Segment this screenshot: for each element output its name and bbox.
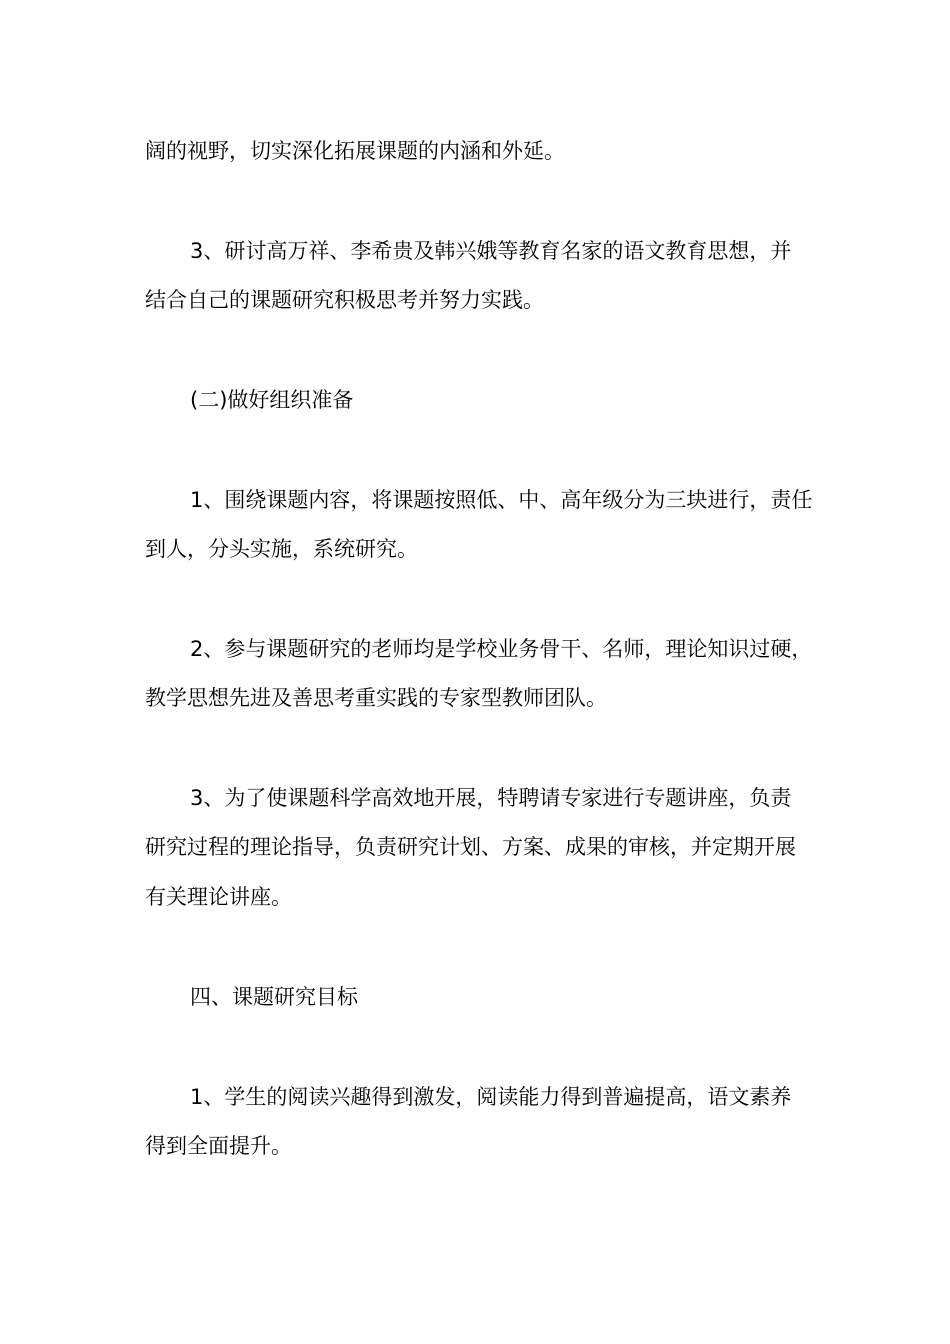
paragraph-line: 结合自己的课题研究积极思考并努力实践。 xyxy=(145,288,544,312)
paragraph-line: 1、学生的阅读兴趣得到激发，阅读能力得到普遍提高，语文素养 xyxy=(190,1085,792,1109)
paragraph-line: 有关理论讲座。 xyxy=(145,885,292,909)
section-heading: 四、课题研究目标 xyxy=(190,985,358,1009)
paragraph-line: 研究过程的理论指导，负责研究计划、方案、成果的审核，并定期开展 xyxy=(145,835,796,859)
paragraph-line: 得到全面提升。 xyxy=(145,1134,292,1158)
paragraph-line: 3、研讨高万祥、李希贵及韩兴娥等教育名家的语文教育思想，并 xyxy=(190,239,792,263)
paragraph-line: 1、围绕课题内容，将课题按照低、中、高年级分为三块进行，责任 xyxy=(190,488,813,512)
paragraph-line: 教学思想先进及善思考重实践的专家型教师团队。 xyxy=(145,686,607,710)
paragraph-line: 2、参与课题研究的老师均是学校业务骨干、名师，理论知识过硬， xyxy=(190,637,813,661)
paragraph-line: 到人，分头实施，系统研究。 xyxy=(145,537,418,561)
paragraph-line: 阔的视野，切实深化拓展课题的内涵和外延。 xyxy=(145,139,565,163)
section-heading: (二)做好组织准备 xyxy=(190,388,354,412)
paragraph-line: 3、为了使课题科学高效地开展，特聘请专家进行专题讲座，负责 xyxy=(190,786,792,810)
